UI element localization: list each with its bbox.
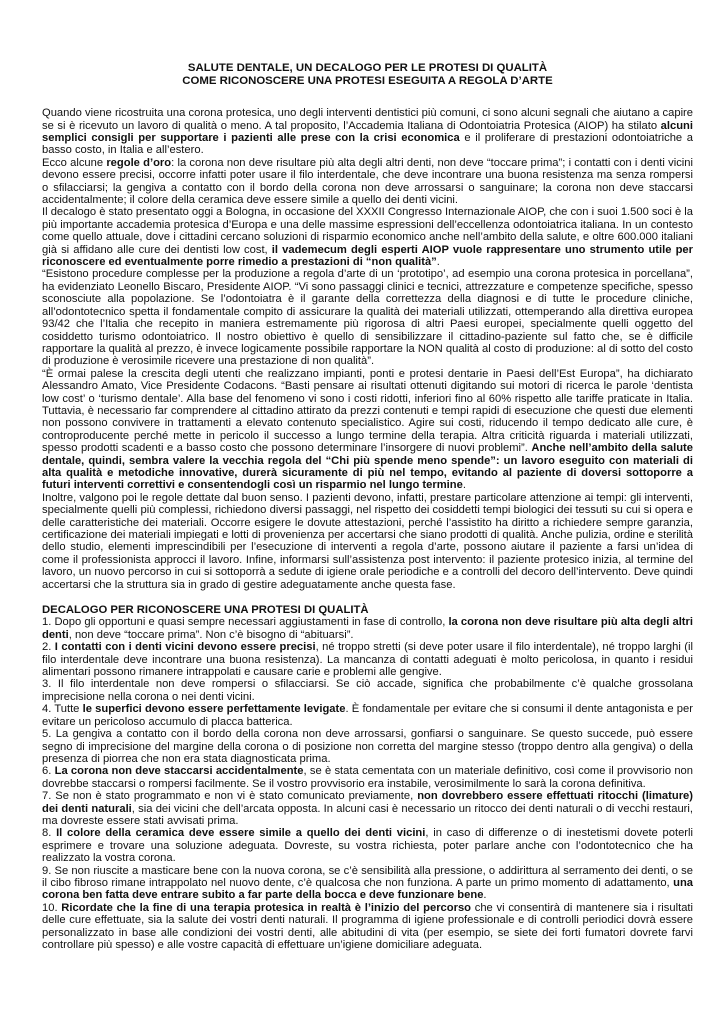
text-run: : la corona non deve risultare più alta degli altri denti, non deve “toccare prima”; i contatti con i denti vicini devono essere precisi, occorre infatti poter usare il filo interdentale, che deve incontrare una buona resistenza ma senza rompersi o sfilacciarsi; la gengiva a contatto con il bordo della corona non deve arrossarsi o sanguinare; la corona non deve staccarsi accidentalmente; il colore della ceramica deve essere simile a quello dei denti vicini. <box>42 156 693 207</box>
text-run: 5. La gengiva a contatto con il bordo della corona non deve arrossarsi, gonfiarsi o sanguinare. Se questo succede, può essere segno di imprecisione del margine della corona o di posizione non corretta del margine stesso (troppo dentro alla gengiva) o della presenza di piorrea che non era stata diagnosticata prima. <box>42 728 693 765</box>
document-title <box>42 62 693 87</box>
text-run: 10. <box>42 901 62 914</box>
paragraph <box>42 368 693 492</box>
text-run: 2. <box>42 641 55 654</box>
text-run: 1. Dopo gli opportuni e quasi sempre necessari aggiustamenti in fase di controllo, <box>42 616 449 629</box>
text-run: 7. Se non è stato programmato e non vi è stato comunicato previamente, <box>42 790 418 803</box>
text-run: , non deve “toccare prima”. Non c’è bisogno di “abituarsi”. <box>68 628 354 641</box>
bold-text-run: Ricordate che la fine di una terapia protesica in realtà è l’inizio del percorso <box>61 901 472 914</box>
text-run: . <box>483 889 487 902</box>
text-run: Inoltre, valgono poi le regole dettate dal buon senso. I pazienti devono, infatti, prestare particolare attenzione ai tempi: gli interventi, specialmente quelli più complessi, richiedono diversi passaggi, nel rispetto dei cosiddetti tempi biologici dei tessuti su cui si opera e delle caratteristiche dei materiali. Occorre esigere le dovute attestazioni, perché l’assistito ha diritto a richiedere sempre garanzia, certificazione dei materiali impiegati e lotti di provenienza per accertarsi che siano prodotti di qualità. Anche pulizia, ordine e sterilità dello studio, elementi imprescindibili per l’esecuzione di interventi a regola d’arte, possono aiutare il paziente a farsi un’idea di come il professionista approcci il lavoro. Infine, informarsi sull’assistenza post intervento: il paziente protesico inizia, al termine del lavoro, un nuovo percorso in cui si sottoporrà a sedute di igiene orale periodiche e a controlli del decoro dell’intervento. Deve quindi accertarsi che la struttura sia in grado di gestire adeguatamente anche questa fase. <box>42 491 693 591</box>
list-item <box>42 678 693 703</box>
list-item <box>42 641 693 678</box>
article-body <box>42 107 693 591</box>
text-run: “È ormai palese la crescita degli utenti che realizzano impianti, ponti e protesi dentarie in Paesi dell’Est Europa”, ha dichiarato Alessandro Amato, Vice Presidente Codacons. “Basti pensare ai risultati ottenuti digitando sui motori di ricerca le parole ‘dentista low cost’ o ‘turismo dentale’. Alla base del fenomeno vi sono i costi ridotti, inferiori fino al 60% rispetto alle tariffe praticate in Italia. Tuttavia, è necessario far comprendere al cittadino attirato da prezzi contenuti e tempi rapidi di esecuzione che questi due elementi non possono convivere in trattamenti a elevato contenuto specialistico. Agire sui costi, riducendo il tempo dedicato alle cure, è controproducente perché mette in pericolo il successo a lungo termine della terapia. Altra criticità riguarda i materiali utilizzati, spesso prodotti scadenti e a basso costo che possono determinare l’insorgere di nuovi problemi”. <box>42 367 693 455</box>
text-run: che vi consentirà di mantenere sia i risultati delle cure effettuate, sia la salute dei vostri denti naturali. Il programma di igiene professionale e di controlli periodici dovrà essere personalizzato in base alle condizioni dei vostri denti, alle abitudini di vita (per esempio, se siete dei forti fumatori dovrete farvi controllare più spesso) e alle vostre capacità di effettuare un’igiene domiciliare adeguata. <box>42 901 694 951</box>
text-run: . È fondamentale per evitare che si consumi il dente antagonista e per evitare un pericoloso accumulo di placca batterica. <box>42 703 693 728</box>
list-item <box>42 902 693 952</box>
text-run: “Esistono procedure complesse per la produzione a regola d’arte di un ‘prototipo’, ad esempio una corona protesica in porcellana”, ha evidenziato Leonello Biscaro, Presidente AIOP. “Vi sono passaggi clinici e tecnici, attrezzature e competenze specifiche, spesso sconosciute alla popolazione. Se l’odontoiatra è il garante della correttezza della diagnosi e di tutte le procedure cliniche, all’odontotecnico spetta il fondamentale compito di assicurare la qualità dei materiali utilizzati, ottemperando alla direttiva europea 93/42 che l’Italia che recepito in maniera estremamente più rigorosa di altri Paesi europei, specialmente quelli oggetto del cosiddetto turismo odontoiatrico. Il nostro obiettivo è quello di sensibilizzare il cittadino-paziente sul fatto che, se è difficile rapportare la qualità al prezzo, è invece logicamente possibile rapportare la NON qualità al costo di produzione: al di sotto del costo di produzione è verosimile ricevere una prestazione di non qualità”. <box>42 268 693 368</box>
text-run: , in caso di differenze o di inestetismi dovete poterli esprimere e trovare una soluzione adeguata. Dovreste, su vostra richiesta, poter parlare anche con l’odontotecnico che ha realizzato la vostra corona. <box>42 827 693 865</box>
bold-text-run: regole d’oro <box>106 156 172 169</box>
text-run: , se è stata cementata con un materiale definitivo, così come il provvisorio non dovrebbe staccarsi o rompersi facilmente. Se il vostro provvisorio era instabile, verosimilmente lo sarà la corona definitiva. <box>42 765 693 790</box>
text-run: , né troppo stretti (si deve poter usare il filo interdentale), né troppo larghi (il filo interdentale deve incontrare una buona resistenza). La mancanza di contatti adeguati è molto pericolosa, in quanto i residui alimentari possono rimanere intrappolati e causare carie e problemi alle gengive. <box>42 641 693 679</box>
bold-text-run: una corona ben fatta deve entrare subito a far parte della bocca e deve funzionare bene <box>42 876 693 902</box>
list-item <box>42 703 693 728</box>
paragraph <box>42 268 693 367</box>
text-run: 6. <box>42 765 55 778</box>
text-run: 9. Se non riuscite a masticare bene con la nuova corona, se c’è sensibilità alla pressione, o addirittura al serramento dei denti, o se il cibo fibroso rimane intrappolato nel nuovo dente, c’è qualcosa che non funziona. A parte un primo momento di adattamento, <box>42 864 693 889</box>
text-run: Il decalogo è stato presentato oggi a Bologna, in occasione del XXXII Congresso Internazionale AIOP, che con i suoi 1.500 soci è la più importante accademia protesica d’Europa e una delle massime espressioni dell’eccellenza odontoiatrica italiana. In un contesto come quello attuale, dove i cittadini cercano soluzioni di risparmio economico anche nell’ambito della salute, e oltre 600.000 italiani già si affidano alle cure dei dentisti low cost, <box>42 206 693 256</box>
text-run: Ecco alcune <box>42 156 107 169</box>
text-run: Quando viene ricostruita una corona protesica, uno degli interventi dentistici più comuni, ci sono alcuni segnali che aiutano a capire se si è ricevuto un lavoro di qualità o meno. A tal proposito, l’Accademia Italiana di Odontoiatria Protesica (AIOP) ha stilato <box>42 107 693 132</box>
text-run: 4. Tutte <box>42 703 83 716</box>
text-run: , sia dei vicini che dell’arcata opposta. In alcuni casi è necessario un ritocco dei denti naturali o di vecchi restauri, ma dovreste essere stati avvisati prima. <box>42 802 693 827</box>
list-item <box>42 827 693 864</box>
bold-text-run: le superfici devono essere perfettamente levigate <box>82 703 346 716</box>
list-item <box>42 865 693 902</box>
decalogue-list <box>42 616 693 951</box>
paragraph <box>42 157 693 207</box>
paragraph <box>42 492 693 591</box>
title-line-2: COME RICONOSCERE UNA PROTESI ESEGUITA A REGOLA D’ARTE <box>182 74 553 87</box>
section-gap <box>42 591 693 604</box>
list-item <box>42 728 693 765</box>
bold-text-run: Anche nell’ambito della salute dentale, quindi, sembra valere la vecchia regola del “Chi più spende meno spende”: un lavoro eseguito con materiali di alta qualità e metodiche innovative, durerà sicuramente di più nel tempo, evitando al paziente di doversi sottoporre a futuri interventi correttivi e consentendogli così un risparmio nel lungo termine <box>42 442 693 492</box>
text-run: . <box>436 256 440 269</box>
paragraph <box>42 206 693 268</box>
text-run: . <box>462 479 466 492</box>
bold-text-run: I contatti con i denti vicini devono essere precisi <box>54 641 316 654</box>
text-run: 8. <box>42 827 57 840</box>
text-run: e il proliferare di prestazioni odontoiatriche a basso costo, in Italia e all’estero. <box>42 132 693 157</box>
bold-text-run: la corona non deve risultare più alta degli altri denti <box>42 616 693 641</box>
decalogue-heading: DECALOGO PER RICONOSCERE UNA PROTESI DI QUALITÀ <box>42 604 369 617</box>
bold-text-run: il vademecum degli esperti AIOP vuole rappresentare uno strumento utile per riconoscere ed eventualmente porre rimedio a prestazioni di “non qualità” <box>42 243 693 269</box>
bold-text-run: alcuni semplici consigli per supportare i pazienti alle prese con la crisi economica <box>42 119 693 144</box>
title-line-1: SALUTE DENTALE, UN DECALOGO PER LE PROTESI DI QUALITÀ <box>187 62 548 74</box>
list-item <box>42 790 693 827</box>
list-item <box>42 765 693 790</box>
text-run: 3. Il filo interdentale non deve rompersi o sfilacciarsi. Se ciò accade, significa che probabilmente c’è qualche grossolana imprecisione nella corona o nei denti vicini. <box>42 678 693 703</box>
bold-text-run: Il colore della ceramica deve essere simile a quello dei denti vicini <box>56 827 426 840</box>
list-item <box>42 616 693 641</box>
bold-text-run: non dovrebbero essere effettuati ritocchi (limature) dei denti naturali <box>42 790 693 815</box>
bold-text-run: La corona non deve staccarsi accidentalmente <box>54 765 304 778</box>
paragraph <box>42 107 693 157</box>
